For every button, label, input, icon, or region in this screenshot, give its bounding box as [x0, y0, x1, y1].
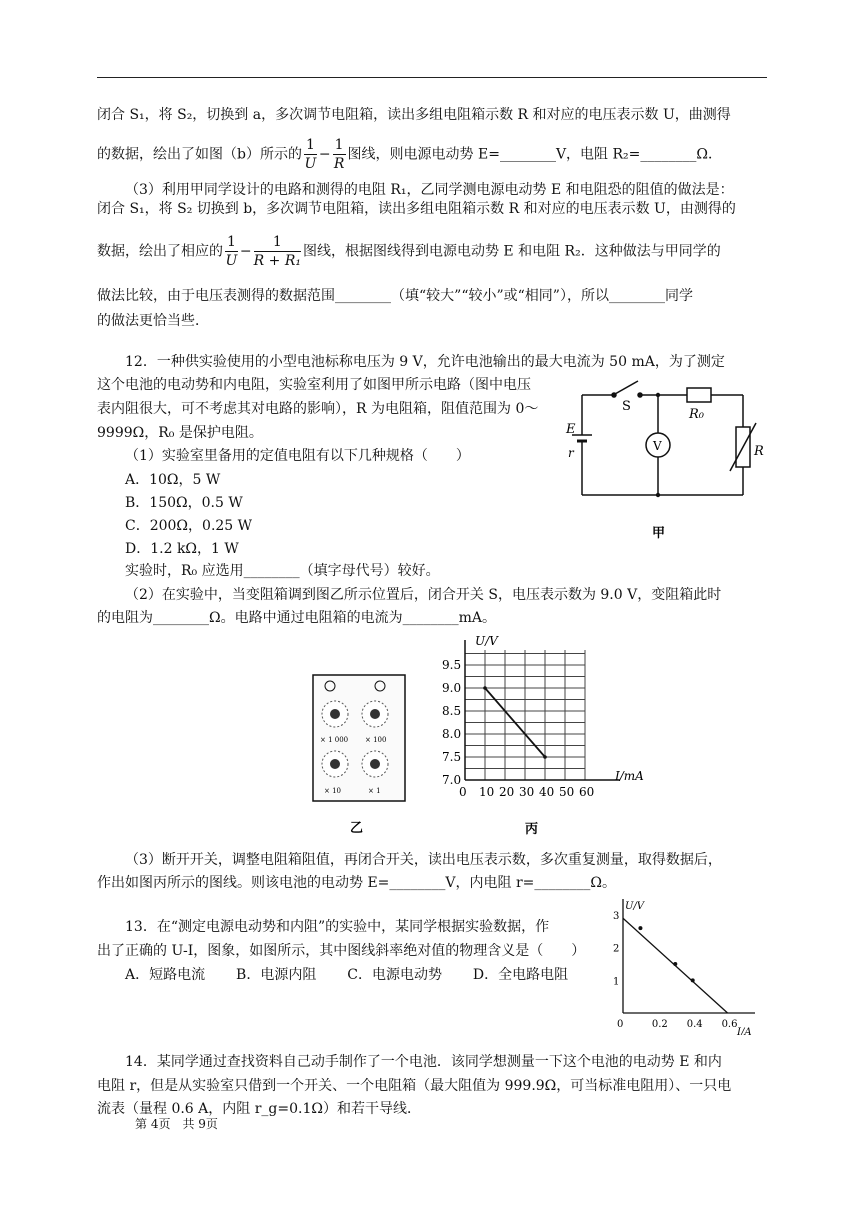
x-tick-label: 10	[479, 785, 495, 799]
y-tick-label: 8.5	[442, 704, 462, 718]
x-tick-label: 60	[579, 785, 595, 799]
x-tick-label: 0.4	[686, 1019, 703, 1030]
x-tick-label: 0	[617, 1019, 624, 1030]
option-b: B．150Ω，0.5 W	[125, 495, 243, 511]
data-point	[691, 978, 695, 982]
u-i-graph-a	[605, 895, 765, 1035]
y-tick-label: 9.0	[442, 681, 462, 695]
text-line: 这个电池的电动势和内电阻，实验室利用了如图甲所示电路（图中电压	[97, 377, 531, 393]
text-line: 表内阻很大，可不考虑其对电路的影响），R 为电阻箱，阻值范围为 0～	[97, 401, 539, 417]
figure-caption-yi: 乙	[350, 821, 364, 836]
y-tick-label: 7.5	[442, 750, 462, 764]
text-line: （1）实验室里备用的定值电阻有以下几种规格（ ）	[125, 448, 470, 464]
figure-caption-jia: 甲	[652, 526, 666, 541]
text-line: 的做法更恰当些．	[97, 313, 209, 329]
text-line: 闭合 S₁，将 S₂，切换到 a，多次调节电阻箱，读出多组电阻箱示数 R 和对应的电压表示数 U，曲测得	[97, 107, 731, 123]
data-point	[673, 962, 677, 966]
text-line: （3）利用甲同学设计的电路和测得的电阻 R₁，乙同学测电源电动势 E 和电阻恐的阻值的做法是：	[125, 182, 734, 198]
data-point	[543, 755, 547, 759]
option-row	[125, 966, 568, 984]
x-tick-label: 50	[559, 785, 575, 799]
emf-label: E	[566, 422, 576, 437]
text-line: 的电阻为________Ω。电路中通过电阻箱的电流为________mA。	[97, 610, 496, 626]
text-line: 出了正确的 U-I，图象，如图所示，其中图线斜率绝对值的物理含义是（ ）	[97, 943, 586, 959]
y-tick-label: 3	[613, 911, 620, 922]
x-tick-label: 30	[519, 785, 535, 799]
option-c: C．200Ω，0.25 W	[125, 518, 253, 534]
text-line: 流表（量程 0.6 A，内阻 r_g=0.1Ω）和若干导线．	[97, 1101, 421, 1117]
graph-ylabel: U/V	[475, 635, 498, 648]
question-12-line: 12．一种供实验使用的小型电池标称电压为 9 V，允许电池输出的最大电流为 50 mA，为了测定	[125, 354, 725, 370]
data-point	[638, 926, 642, 930]
rheostat-label: R	[754, 444, 764, 459]
y-tick-label: 8.0	[442, 727, 462, 741]
text-line: 闭合 S₁，将 S₂ 切换到 b，多次调节电阻箱，读出多组电阻箱示数 R 和对应的电压表示数 U，由测得的	[97, 201, 736, 217]
dial-1000-label: × 1 000	[320, 736, 349, 744]
graph-xlabel: I/A	[737, 1027, 752, 1035]
option-c: C．电源电动势	[347, 967, 442, 983]
dial-100-label: × 100	[365, 736, 387, 744]
voltmeter-label: V	[653, 439, 662, 453]
u-i-graph-ma	[430, 635, 655, 840]
question-13-line: 13．在“测定电源电动势和内阻”的实验中，某同学根据实验数据，作	[125, 919, 550, 935]
r0-label: R₀	[689, 407, 704, 422]
x-tick-label: 40	[539, 785, 555, 799]
dial-1-label: × 1	[368, 787, 381, 795]
y-tick-label: 9.5	[442, 658, 462, 672]
text-line: （3）断开开关，调整电阻箱阻值，再闭合开关，读出电压表示数，多次重复测量，取得数据后，	[125, 852, 722, 868]
x-tick-label: 0.2	[651, 1019, 668, 1030]
text-line: 实验时，R₀ 应选用________（填字母代号）较好。	[125, 563, 440, 579]
circuit-diagram	[560, 375, 770, 545]
text-line: 电阻 r，但是从实验室只借到一个开关、一个电阻箱（最大阻值为 999.9Ω，可当标准电阻用）、一只电	[97, 1078, 732, 1094]
text-line: 9999Ω，R₀ 是保护电阻。	[97, 425, 263, 441]
y-tick-label: 2	[613, 943, 620, 955]
graph-xlabel: I/mA	[615, 769, 644, 783]
fraction-1-over-R-plus-R1: $\frac{1}{\text{R + R₁}}$	[253, 234, 301, 269]
text-line: （2）在实验中，当变阻箱调到图乙所示位置后，闭合开关 S，电压表示数为 9.0 V，变阻箱此时	[125, 587, 722, 603]
x-tick-label: 0	[459, 785, 467, 799]
text-line: 做法比较，由于电压表测得的数据范围________（填“较大”“较小”或“相同”），所以________同学	[97, 288, 693, 304]
option-b: B．电源内阻	[236, 967, 317, 983]
y-tick-label: 7.0	[442, 773, 462, 787]
internal-r-label: r	[568, 446, 574, 460]
header-rule	[97, 77, 767, 78]
graph-ylabel: U/V	[625, 901, 645, 912]
switch-label: S	[622, 399, 631, 414]
x-tick-label: 0.6	[721, 1019, 738, 1030]
fraction-1-over-R: $\frac{1}{R}$	[333, 137, 345, 172]
option-a: A．短路电流	[125, 967, 206, 983]
data-point	[483, 686, 487, 690]
option-a: A．10Ω，5 W	[125, 472, 221, 488]
option-d: D．1.2 kΩ，1 W	[125, 541, 239, 557]
dial-10-label: × 10	[324, 787, 341, 795]
option-d: D．全电路电阻	[472, 967, 569, 983]
text-line: 数据，绘出了相应的 $\frac{1}{U}$ − $\frac{1}{\text{R + R₁}}$ 图线，根据图线得到电源电动势 E 和电阻 R₂．这种做法与甲同学的	[97, 234, 721, 269]
x-tick-label: 20	[499, 785, 515, 799]
y-tick-label: 1	[613, 976, 620, 988]
fraction-1-over-U: $\frac{1}{U}$	[225, 234, 238, 269]
page-footer: 第 4页 共 9页	[135, 1117, 218, 1131]
fraction-1-over-U: $\frac{1}{U}$	[304, 137, 317, 172]
question-14-line: 14．某同学通过查找资料自己动手制作了一个电池．该同学想测量一下这个电池的电动势 E 和内	[125, 1054, 722, 1070]
resistance-box-figure	[310, 672, 410, 837]
text-line: 的数据，绘出了如图（b）所示的 $\frac{1}{U}$ − $\frac{1}{R}$ 图线，则电源电动势 E=________V，电阻 R₂=________Ω．	[97, 137, 722, 172]
figure-caption-bing: 丙	[525, 822, 539, 837]
text-line: 作出如图丙所示的图线。则该电池的电动势 E=________V，内电阻 r=________Ω。	[97, 875, 616, 891]
